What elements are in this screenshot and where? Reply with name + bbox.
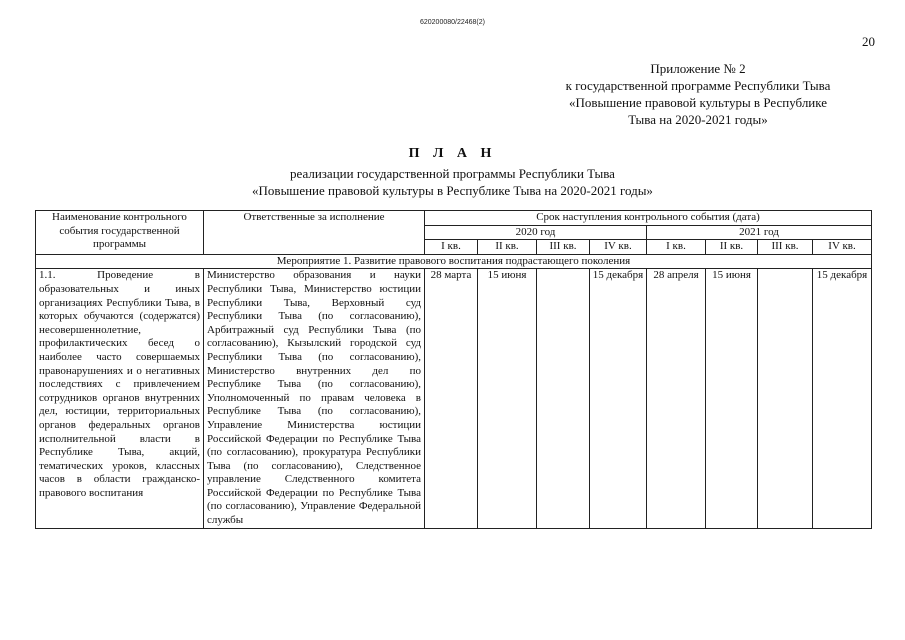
appendix-header (533, 60, 863, 128)
event-name-cell: 1.1. Проведение в образовательных и иных организациях Республики Тыва, в которых обучаются (содержатся) несовершеннолетние, профилактических бесед о наиболее часто совершаемых правонарушениях и о негативных последствиях с привлечением сотрудников органов внутренних дел, юстиции, территориальных органов федеральных органов исполнительной власти в Республике Тыва, акций, тематических уроков, классных часов в области гражданско-правового воспитания (36, 269, 204, 528)
section-row (36, 254, 872, 269)
page-number: 20 (862, 34, 875, 49)
appendix-line-3: «Повышение правовой культуры в Республике (568, 95, 828, 110)
appendix-line-2: к государственной программе Республики Тыва (565, 78, 831, 93)
plan-title: П Л А Н (408, 146, 497, 161)
table-row (36, 269, 872, 528)
date-2020-q1: 28 марта (425, 269, 478, 528)
header-2020-q3: III кв. (537, 240, 590, 255)
header-2021-q4: IV кв. (813, 240, 872, 255)
date-2020-q2: 15 июня (478, 269, 537, 528)
header-2021-q1: I кв. (647, 240, 706, 255)
date-2021-q2: 15 июня (706, 269, 758, 528)
header-2020-q1: I кв. (425, 240, 478, 255)
appendix-line-1: Приложение № 2 (650, 61, 746, 76)
header-row-1 (36, 211, 872, 226)
header-year-2021: 2021 год (647, 225, 872, 240)
date-2021-q3 (758, 269, 813, 528)
date-2021-q1: 28 апреля (647, 269, 706, 528)
plan-subtitle-1: реализации государственной программы Республики Тыва (290, 166, 615, 181)
section-title: Мероприятие 1. Развитие правового воспитания подрастающего поколения (36, 254, 872, 269)
date-2020-q3 (537, 269, 590, 528)
date-2020-q4: 15 декабря (590, 269, 647, 528)
header-deadline: Срок наступления контрольного события (дата) (425, 211, 872, 226)
header-name: Наименование контрольного события государственной программы (36, 211, 204, 255)
header-2021-q2: II кв. (706, 240, 758, 255)
document-code: 620200080/22468(2) (419, 19, 485, 26)
header-2021-q3: III кв. (758, 240, 813, 255)
header-2020-q4: IV кв. (590, 240, 647, 255)
header-year-2020: 2020 год (425, 225, 647, 240)
date-2021-q4: 15 декабря (813, 269, 872, 528)
header-responsible: Ответственные за исполнение (204, 211, 425, 255)
responsible-cell: Министерство образования и науки Республики Тыва, Министерство юстиции Республики Тыва, Верховный суд Республики Тыва (по согласованию), Арбитражный суд Республики Тыва (по согласованию), Кызылский городской суд Республики Тыва (по согласованию), Министерство внутренних дел по Республике Тыва (по согласованию), Уполномоченный по правам человека в Республике Тыва (по согласованию), Управление Министерства юстиции Российской Федерации по Республике Тыва (по согласованию), прокуратура Республики Тыва (по согласованию), Следственное управление Следственного комитета Российской Федерации по Республике Тыва (по согласованию), Управление Федеральной службы (204, 269, 425, 528)
header-2020-q2: II кв. (478, 240, 537, 255)
appendix-line-4: Тыва на 2020-2021 годы» (628, 112, 768, 127)
plan-subtitle-2: «Повышение правовой культуры в Республике Тыва на 2020-2021 годы» (252, 183, 653, 198)
plan-table (35, 210, 872, 529)
